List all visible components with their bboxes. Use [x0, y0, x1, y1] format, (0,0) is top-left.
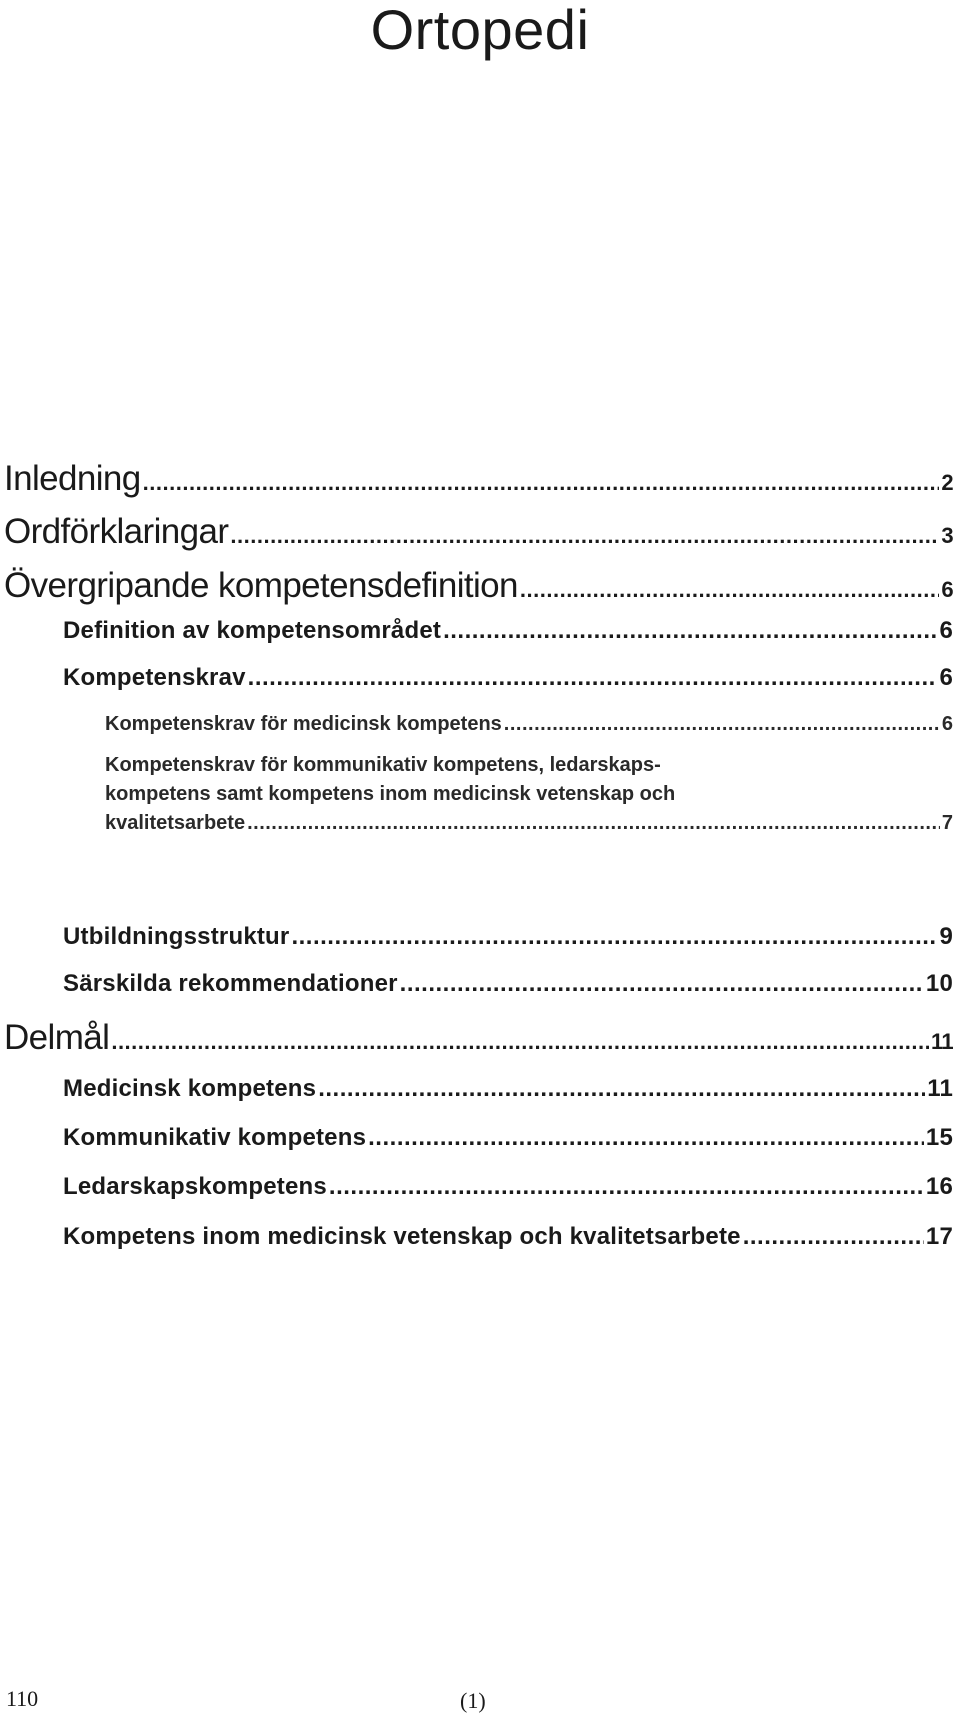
toc-entry-kompetenskrav[interactable]: [63, 663, 953, 693]
toc-label: Utbildningsstruktur: [63, 923, 290, 950]
toc-page-number: 11: [927, 1075, 953, 1102]
toc-entry-inledning[interactable]: [4, 459, 953, 503]
toc-label: Kommunikativ kompetens: [63, 1124, 367, 1151]
toc-dot-leader: [400, 969, 924, 999]
toc-dot-leader: [504, 711, 940, 737]
toc-page-number: 10: [925, 970, 953, 997]
toc-label: Kompetenskrav: [63, 664, 246, 691]
toc-page-number: 7: [941, 812, 953, 834]
toc-dot-leader: [247, 809, 940, 838]
toc-label: Definition av kompetensområdet: [63, 617, 442, 644]
toc-page-number: 6: [941, 713, 953, 735]
toc-dot-leader: [368, 1123, 924, 1153]
toc-label: Medicinsk kompetens: [63, 1075, 317, 1102]
toc-label: Kompetens inom medicinsk vetenskap och kvalitetsarbete: [63, 1223, 741, 1250]
toc-page-number: 16: [925, 1173, 953, 1200]
toc-dot-leader: [111, 1022, 929, 1062]
toc-page-number: 2: [941, 470, 953, 495]
toc-entry-overgripande-kompetensdefinition[interactable]: [4, 566, 953, 610]
toc-page-number: 17: [925, 1223, 953, 1250]
footer-page-number: 110: [6, 1686, 39, 1711]
toc-entry-medicinsk-kompetens[interactable]: [63, 1074, 953, 1104]
footer-center-mark: (1): [460, 1688, 486, 1713]
toc-page-number: 6: [939, 664, 953, 691]
toc-page-number: 3: [941, 523, 953, 548]
toc-label: Delmål: [4, 1018, 110, 1057]
toc-dot-leader: [743, 1222, 924, 1252]
toc-entry-ordforklaringar[interactable]: [4, 512, 953, 556]
toc-dot-leader: [248, 663, 938, 693]
toc-label: kvalitetsarbete: [105, 812, 246, 834]
toc-entry-utbildningsstruktur[interactable]: [63, 922, 953, 952]
toc-entry-kompetenskrav-medicinsk[interactable]: [105, 711, 953, 737]
toc-page-number: 6: [941, 577, 953, 602]
toc-entry-sarskilda-rekommendationer[interactable]: [63, 969, 953, 999]
toc-page-number: 11: [930, 1029, 953, 1054]
toc-dot-leader: [520, 570, 939, 610]
toc-label: Ledarskapskompetens: [63, 1173, 327, 1200]
toc-entry-kompetenskrav-kommunikativ[interactable]: [105, 751, 953, 838]
toc-label: Inledning: [4, 459, 141, 498]
toc-label-line-1: Kompetenskrav för kommunikativ kompetens, ledarskaps-: [105, 754, 661, 776]
toc-label-line-3: [105, 809, 953, 838]
toc-dot-leader: [143, 463, 940, 503]
toc-entry-ledarskapskompetens[interactable]: [63, 1172, 953, 1202]
toc-dot-leader: [318, 1074, 925, 1104]
toc-dot-leader: [443, 616, 937, 646]
toc-dot-leader: [291, 922, 937, 952]
toc-label-line-2: kompetens samt kompetens inom medicinsk vetenskap och: [105, 783, 676, 805]
toc-label: Kompetenskrav för medicinsk kompetens: [105, 713, 502, 735]
page-title: Ortopedi: [370, 0, 590, 61]
toc-label: Ordförklaringar: [4, 512, 229, 551]
toc-entry-definition[interactable]: [63, 616, 953, 646]
toc-dot-leader: [230, 516, 939, 556]
toc-label: Särskilda rekommendationer: [63, 970, 398, 997]
toc-page-number: 6: [939, 617, 953, 644]
toc-page-number: 9: [939, 923, 953, 950]
toc-page-number: 15: [925, 1124, 953, 1151]
toc-entry-delmal[interactable]: [4, 1018, 953, 1062]
toc-entry-vetenskap-kvalitetsarbete[interactable]: [63, 1222, 953, 1252]
toc-entry-kommunikativ-kompetens[interactable]: [63, 1123, 953, 1153]
toc-label: Övergripande kompetensdefinition: [4, 566, 518, 605]
toc-dot-leader: [329, 1172, 924, 1202]
